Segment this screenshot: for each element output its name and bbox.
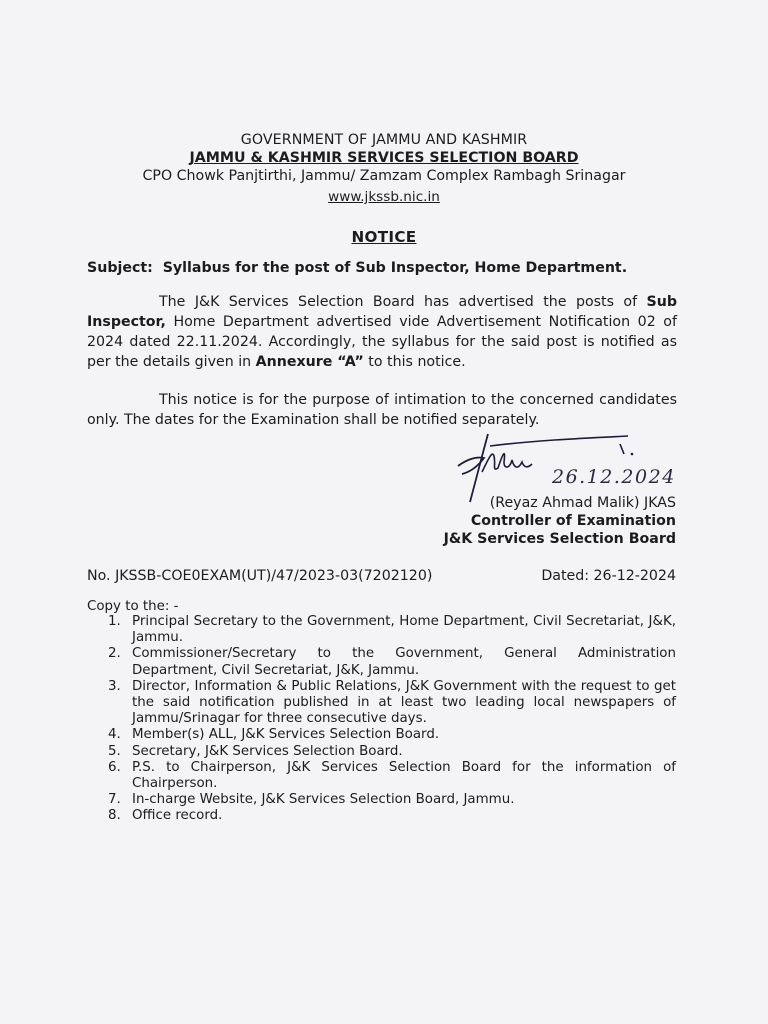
list-item (108, 744, 676, 760)
paragraph1-text-b: Home Department advertised vide Advertisement Notification 02 of 2024 dated 22.11.2024. Accordingly, the syllabus for the said post is notified as per the details given in (87, 314, 677, 370)
list-item-number: 5. (108, 743, 121, 759)
signatory-name: (Reyaz Ahmad Malik) JKAS (489, 495, 676, 511)
list-item-number: 7. (108, 792, 121, 808)
subject-line (87, 260, 627, 276)
paragraph2-text: This notice is for the purpose of intimation to the concerned candidates only. The dates for the Examination shall be notified separately. (87, 392, 677, 428)
list-item-number: 4. (108, 727, 121, 743)
signatory-organization: J&K Services Selection Board (443, 531, 676, 547)
subject-text: Syllabus for the post of Sub Inspector, Home Department. (162, 260, 628, 276)
list-item-text: Commissioner/Secretary to the Government, General Administration Department, Civil Secretariat, J&K, Jammu. (132, 646, 676, 678)
list-item (108, 646, 676, 678)
list-item-text: Secretary, J&K Services Selection Board. (132, 743, 403, 759)
paragraph1-bold-annexure: Annexure “A” (255, 354, 364, 370)
list-item-number: 1. (108, 614, 121, 629)
website-link[interactable]: www.jkssb.nic.in (328, 189, 440, 205)
notice-title: NOTICE (351, 228, 417, 246)
list-item-number: 2. (108, 646, 121, 662)
government-heading: GOVERNMENT OF JAMMU AND KASHMIR (240, 132, 528, 148)
paragraph-intimation (87, 390, 677, 430)
list-item-text: In-charge Website, J&K Services Selection Board, Jammu. (132, 792, 515, 808)
list-item-text: Member(s) ALL, J&K Services Selection Board. (132, 727, 440, 743)
copy-to-label: Copy to the: - (87, 599, 179, 614)
paragraph1-text-a: The J&K Services Selection Board has advertised the posts of (159, 294, 647, 310)
list-item-text: Principal Secretary to the Government, Home Department, Civil Secretariat, J&K, Jammu. (132, 614, 676, 646)
list-item (108, 760, 676, 792)
copy-to-list (108, 614, 676, 825)
list-item (108, 679, 676, 728)
subject-label: Subject: (87, 260, 153, 276)
list-item-number: 8. (108, 808, 121, 824)
list-item-text: P.S. to Chairperson, J&K Services Selection Board for the information of Chairperson. (132, 759, 676, 792)
list-item-number: 3. (108, 678, 121, 694)
list-item-text: Office record. (132, 808, 223, 824)
board-address: CPO Chowk Panjtirthi, Jammu/ Zamzam Complex Rambagh Srinagar (142, 168, 626, 184)
list-item-number: 6. (108, 759, 121, 775)
list-item (108, 808, 676, 824)
paragraph1-bold-post: Sub Inspector, (87, 294, 677, 330)
board-heading: JAMMU & KASHMIR SERVICES SELECTION BOARD (189, 150, 579, 166)
list-item (108, 792, 676, 808)
reference-number: No. JKSSB-COE0EXAM(UT)/47/2023-03(7202120) (87, 568, 433, 584)
list-item (108, 727, 676, 743)
list-item-text: Director, Information & Public Relations, J&K Government with the request to get the said notification published in at least two leading local newspapers of Jammu/Srinagar for three consecutive days. (132, 678, 676, 727)
reference-date: Dated: 26-12-2024 (541, 568, 676, 584)
paragraph1-text-c: to this notice. (363, 354, 466, 370)
paragraph-advertisement (87, 292, 677, 372)
signatory-designation: Controller of Examination (470, 513, 676, 529)
list-item (108, 614, 676, 646)
signature-date: 26.12.2024 (552, 466, 676, 488)
